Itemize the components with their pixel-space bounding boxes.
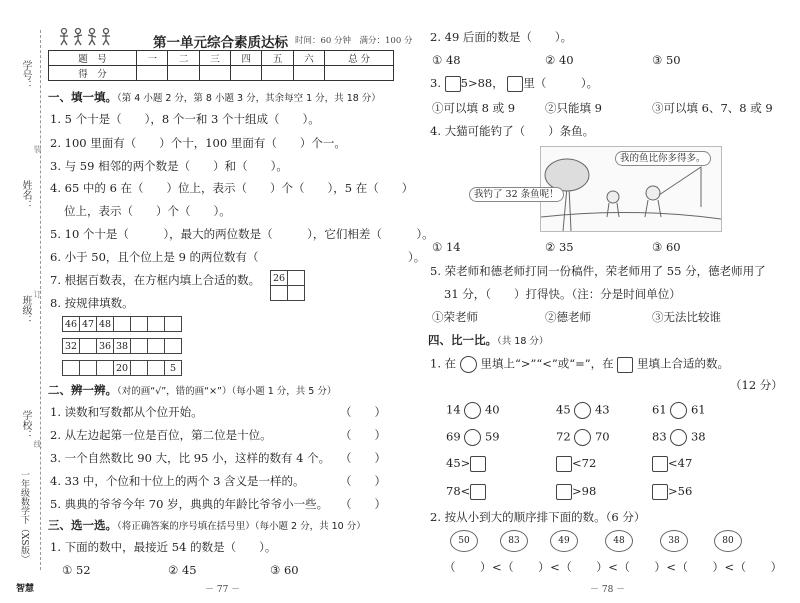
pattern-row-2 [62, 338, 182, 354]
compare-circle[interactable] [670, 429, 687, 446]
s4-question-2: 2. 按从小到大的顺序排下面的数。（6 分） [430, 510, 646, 524]
blank-box-sample [617, 357, 633, 373]
compare-right: 59 [484, 429, 500, 444]
score-header: 五 [262, 51, 293, 66]
s2-answer-paren[interactable]: （ ） [340, 428, 386, 442]
pattern-row-3 [62, 360, 182, 376]
compare-circle[interactable] [574, 402, 591, 419]
section1-note: （第 4 小题 2 分，第 8 小题 3 分，其余每空 1 分，共 18 分） [117, 93, 381, 104]
hundred-chart-grid [270, 270, 305, 301]
compare-circle[interactable] [464, 402, 481, 419]
score-cell[interactable] [231, 66, 262, 81]
flower-number: 48 [605, 530, 633, 552]
s3-q3-option-1[interactable]: ①可以填 8 或 9 [432, 101, 516, 115]
fill-text: 78< [446, 484, 471, 498]
fill-box[interactable] [652, 456, 668, 472]
compare-item [446, 429, 500, 446]
s3-question-5a: 5. 荣老师和德老师打同一份稿件，荣老师用了 55 分，德老师用了 [430, 264, 766, 278]
s3-q5-option-1[interactable]: ①荣老师 [432, 310, 478, 324]
compare-right: 38 [690, 429, 706, 444]
blank-box[interactable] [507, 76, 523, 92]
section3-title: 三、选一选。 [48, 518, 117, 532]
fill-text: 45> [446, 456, 471, 470]
compare-item [652, 402, 706, 419]
score-header: 一 [137, 51, 168, 66]
s4-q1-text-c: 里填上合适的数。 [636, 356, 729, 371]
s4-q1-text-b: 里填上“>”“<”或“=”，在 [480, 356, 614, 371]
s2-answer-paren[interactable]: （ ） [340, 405, 386, 419]
s3-question-5b: 31 分，（ ）打得快。（注：分是时间单位） [444, 287, 681, 301]
pattern-cell: 48 [97, 317, 114, 332]
s3-q4-option-1[interactable]: ① 14 [432, 240, 461, 254]
section4-title: 四、比一比。 [428, 333, 497, 347]
section2-title: 二、辨一辨。 [48, 383, 117, 397]
score-header: 六 [293, 51, 324, 66]
score-header: 二 [168, 51, 199, 66]
s2-answer-paren[interactable]: （ ） [340, 497, 386, 511]
brand-logo: 智慧 [16, 584, 35, 594]
section2-note: （对的画“√”，错的画“×”）（每小题 1 分，共 5 分） [117, 386, 337, 397]
fishing-cats-illustration [474, 146, 722, 232]
score-header: 题 号 [49, 51, 137, 66]
compare-circle[interactable] [464, 429, 481, 446]
grid-cell-given: 26 [271, 271, 288, 286]
pattern-cell[interactable] [148, 361, 165, 376]
pattern-cell[interactable] [80, 361, 97, 376]
pattern-cell[interactable] [148, 317, 165, 332]
compare-right: 61 [690, 402, 706, 417]
grid-cell-blank[interactable] [288, 286, 305, 301]
score-cell[interactable] [293, 66, 324, 81]
compare-right: 70 [594, 429, 610, 444]
score-header: 四 [231, 51, 262, 66]
section4-heading [428, 333, 548, 349]
compare-right: 43 [594, 402, 610, 417]
flower-number: 83 [500, 530, 528, 552]
pattern-cell[interactable] [114, 317, 131, 332]
pattern-cell[interactable] [131, 317, 148, 332]
compare-left: 14 [446, 402, 461, 417]
section3-heading [48, 518, 366, 534]
compare-right: 40 [484, 402, 500, 417]
fill-item [652, 484, 692, 500]
fill-text: >98 [572, 484, 597, 498]
score-cell[interactable] [137, 66, 168, 81]
pattern-cell[interactable] [80, 339, 97, 354]
score-cell[interactable] [262, 66, 293, 81]
pattern-cell: 47 [80, 317, 97, 332]
s2-question-3: 3. 一个自然数比 90 大，比 95 小，这样的数有 4 个。 [50, 451, 331, 465]
fill-box[interactable] [470, 484, 486, 500]
pattern-cell[interactable] [131, 361, 148, 376]
score-cell[interactable] [168, 66, 199, 81]
pattern-cell[interactable] [165, 317, 182, 332]
fill-box[interactable] [556, 484, 572, 500]
s4-q1-score: （12 分） [730, 378, 783, 392]
blank-box[interactable] [445, 76, 461, 92]
section3-note: （将正确答案的序号填在括号里）（每小题 2 分，共 10 分） [117, 521, 366, 532]
page-title: 第一单元综合素质达标 [153, 35, 288, 51]
pattern-cell[interactable] [148, 339, 165, 354]
s3-q3-text: 5>88， [460, 76, 504, 90]
section2-heading [48, 383, 336, 399]
s3-q3-tail: 里（ ）。 [523, 76, 599, 90]
fill-text: <47 [668, 456, 693, 470]
compare-left: 72 [556, 429, 571, 444]
s3-q1-option-2[interactable]: ② 45 [168, 563, 197, 577]
s1-question-4b: 位上，表示（ ）个（ ）。 [64, 204, 231, 218]
margin-label-number: 学号： [20, 60, 31, 90]
compare-left: 45 [556, 402, 571, 417]
s3-question-1: 1. 下面的数中，最接近 54 的数是（ ）。 [50, 540, 277, 554]
compare-left: 69 [446, 429, 461, 444]
section1-title: 一、填一填。 [48, 90, 117, 104]
order-answer-line[interactable]: （ ）<（ ）<（ ）<（ ）<（ ）<（ ） [444, 560, 783, 574]
page-number-right: － 78 － [590, 585, 626, 595]
margin-label-class: 班级： [20, 295, 31, 325]
s3-q2-option-1[interactable]: ① 48 [432, 53, 461, 67]
pattern-row-1 [62, 316, 182, 332]
margin-label-school: 学校： [20, 410, 31, 440]
flower-number: 38 [660, 530, 688, 552]
fill-box[interactable] [652, 484, 668, 500]
fill-item [556, 456, 596, 472]
pattern-cell: 36 [97, 339, 114, 354]
s1-question-3: 3. 与 59 相邻的两个数是（ ）和（ ）。 [50, 159, 288, 173]
s2-question-1: 1. 读数和写数都从个位开始。 [50, 405, 203, 419]
s3-q4-option-2[interactable]: ② 35 [545, 240, 574, 254]
s3-q3-number: 3. [430, 76, 441, 90]
fill-box[interactable] [556, 456, 572, 472]
compare-item [556, 402, 610, 419]
margin-cut-3: 线 [33, 440, 42, 448]
running-kids-icon [58, 27, 120, 47]
fill-text: >56 [668, 484, 693, 498]
compare-item [556, 429, 610, 446]
section1-heading [48, 90, 381, 106]
pattern-cell: 5 [165, 361, 182, 376]
s3-q1-option-1[interactable]: ① 52 [62, 563, 91, 577]
pattern-cell: 38 [114, 339, 131, 354]
compare-item [652, 429, 706, 446]
s3-q1-option-3[interactable]: ③ 60 [270, 563, 299, 577]
section4-note: （共 18 分） [497, 336, 549, 347]
s3-question-4: 4. 大猫可能钓了（ ）条鱼。 [430, 124, 595, 138]
grid-cell-blank[interactable] [271, 286, 288, 301]
flower-number: 49 [550, 530, 578, 552]
s3-q3-option-2[interactable]: ②只能填 9 [545, 101, 602, 115]
speech-bubble-big-cat: 我的鱼比你多得多。 [615, 151, 711, 166]
fill-box[interactable] [470, 456, 486, 472]
s3-q4-option-3[interactable]: ③ 60 [652, 240, 681, 254]
pattern-cell[interactable] [131, 339, 148, 354]
pattern-cell: 46 [63, 317, 80, 332]
s1-question-5: 5. 10 个十是（ ），最大的两位数是（ ），它们相差（ ）。 [50, 227, 434, 241]
margin-cut-2: 订 [33, 290, 42, 298]
pattern-cell[interactable] [97, 361, 114, 376]
s1-question-2: 2. 100 里面有（ ）个十，100 里面有（ ）个一。 [50, 136, 346, 150]
compare-left: 83 [652, 429, 667, 444]
s4-q1-text-a: 1. 在 [430, 356, 457, 371]
s4-question-1 [430, 356, 729, 373]
s3-q2-option-2[interactable]: ② 40 [545, 53, 574, 67]
margin-cut-1: 装 [33, 145, 42, 153]
s3-q3-option-3[interactable]: ③可以填 6、7、8 或 9 [652, 101, 773, 115]
pattern-cell: 32 [63, 339, 80, 354]
s1-question-4a: 4. 65 中的 6 在（ ）位上，表示（ ）个（ ），5 在（ ） [50, 181, 414, 195]
score-cell[interactable] [199, 66, 230, 81]
fill-item [556, 484, 596, 500]
pattern-cell[interactable] [63, 361, 80, 376]
score-table [48, 50, 394, 81]
s1-question-7: 7. 根据百数表，在方框内填上合适的数。 [50, 273, 261, 287]
fill-item [652, 456, 692, 472]
page-number-left: － 77 － [205, 585, 241, 595]
s3-q5-option-2[interactable]: ②德老师 [545, 310, 591, 324]
s1-question-6: 6. 小于 50，且个位上是 9 的两位数有（ ）。 [50, 250, 426, 264]
margin-label-name: 姓名： [20, 180, 31, 210]
s3-q2-option-3[interactable]: ③ 50 [652, 53, 681, 67]
s2-answer-paren[interactable]: （ ） [340, 451, 386, 465]
score-cell[interactable] [325, 66, 394, 81]
s2-question-5: 5. 典典的爷爷今年 70 岁，典典的年龄比爷爷小一些。 [50, 497, 329, 511]
fill-item [446, 484, 486, 500]
grid-cell-blank[interactable] [288, 271, 305, 286]
margin-label-book: 一年级数学下（XS版） [19, 470, 29, 564]
exam-meta: 时间：60 分钟 满分：100 分 [295, 36, 413, 46]
pattern-cell[interactable] [165, 339, 182, 354]
compare-circle-sample [460, 356, 477, 373]
flower-number: 50 [450, 530, 478, 552]
s3-q5-option-3[interactable]: ③无法比较谁 [652, 310, 721, 324]
compare-left: 61 [652, 402, 667, 417]
pattern-cell: 20 [114, 361, 131, 376]
s2-question-4: 4. 33 中，个位和十位上的两个 3 含义是一样的。 [50, 474, 305, 488]
compare-item [446, 402, 500, 419]
s2-answer-paren[interactable]: （ ） [340, 474, 386, 488]
fill-item [446, 456, 486, 472]
score-header: 总 分 [325, 51, 394, 66]
score-header: 三 [199, 51, 230, 66]
compare-circle[interactable] [574, 429, 591, 446]
s1-question-8: 8. 按规律填数。 [50, 296, 134, 310]
binding-line [40, 30, 41, 570]
s3-question-3 [430, 76, 598, 92]
fill-text: <72 [572, 456, 597, 470]
s2-question-2: 2. 从左边起第一位是百位，第二位是十位。 [50, 428, 272, 442]
compare-circle[interactable] [670, 402, 687, 419]
score-row-label: 得 分 [49, 66, 137, 81]
flower-number: 80 [714, 530, 742, 552]
speech-bubble-small-cat: 我钓了 32 条鱼呢！ [469, 187, 564, 202]
s3-question-2: 2. 49 后面的数是（ ）。 [430, 30, 573, 44]
s1-question-1: 1. 5 个十是（ ），8 个一和 3 个十组成（ ）。 [50, 112, 320, 126]
